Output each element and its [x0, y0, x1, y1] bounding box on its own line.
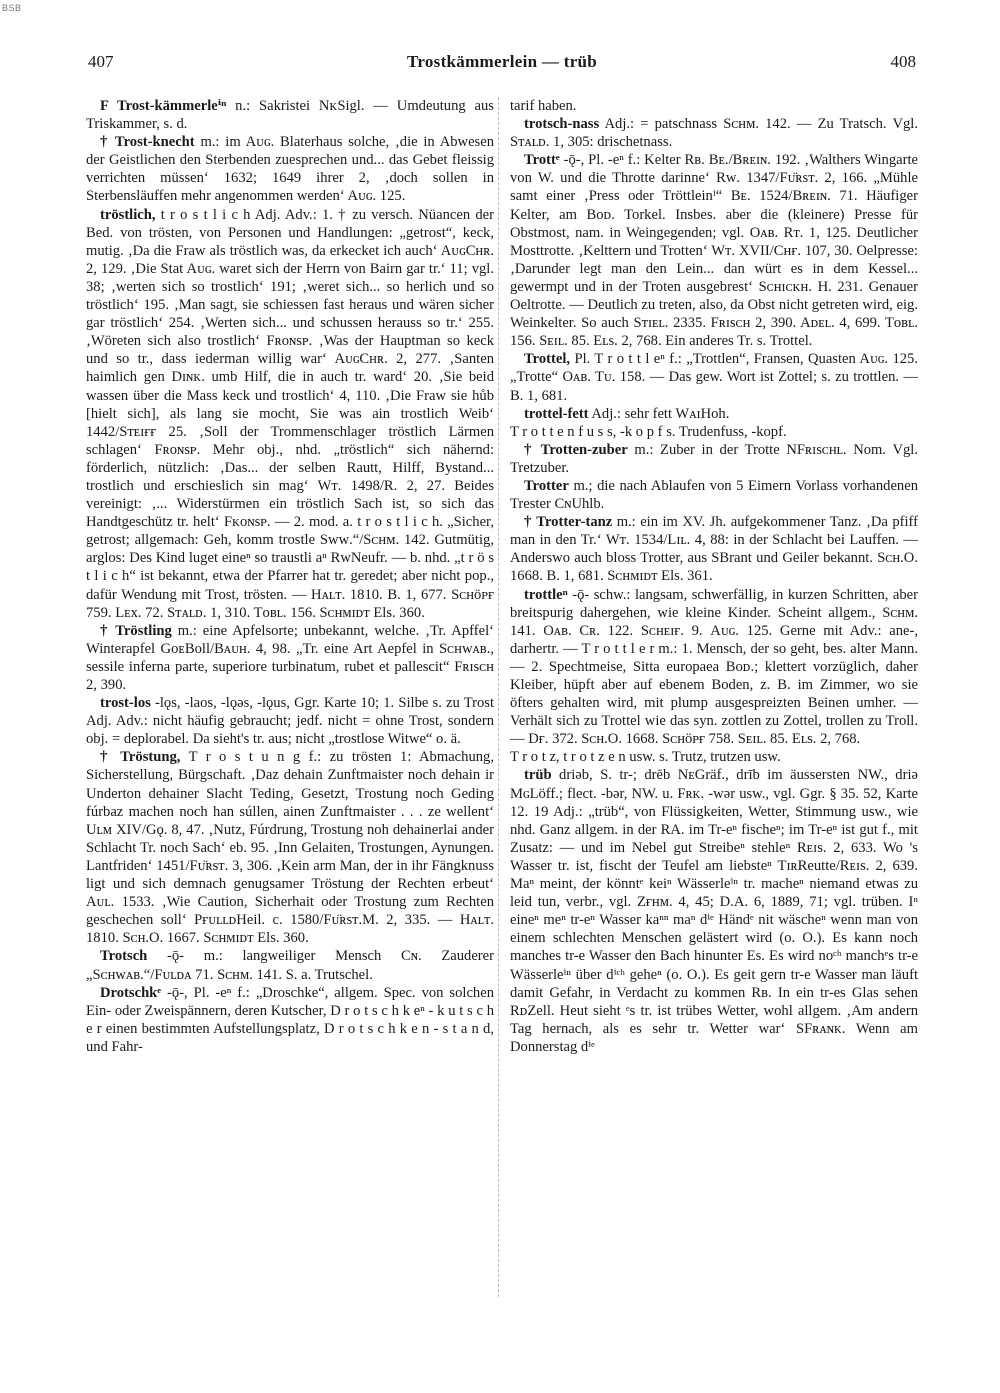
entry-text: -ǭ- schw.: langsam, schwerfällig, in kurzen Schritten, aber breitspurig dahergehen, wie kleine Kinder. Scheint allgem., Sᴄʜᴍ. 141. Oᴀʙ. Cʀ. 122. Sᴄʜᴇɪғ. 9. Aᴜɢ. 125. Gerne mit Adv.: ane-, darhertr. — T r o t t l e r m.: 1. Mensch, der so geht, bes. alter Mann. — 2. Spechtmeise, Sitta europaea Bᴏᴅ.; klettert vorzüglich, daher Kleiber, hüpft aber auf ebenem Boden, z. B. im Zimmer, wo sie öfters gehalten wird, mit plump ausgespreizten Beinen umher. — Verhält sich zu Trottel wie das syn. zottlen zu Zottel, trollen zu Troll. — Dғ. 372. Sᴄʜ.O. 1668. Sᴄʜöᴘғ 758. Sᴇɪʟ. 85. Eʟs. 2, 768. — [510, 586, 918, 748]
dictionary-entry — [86, 97, 494, 133]
entry-text: -ǭ-, Pl. -eⁿ f.: Kelter Rʙ. Bᴇ./Bʀᴇɪɴ. 192. ‚Walthers Wingarte von W. und die Throtte darinne‘ Rᴡ. 1347/Fᴜ̈ʀsᴛ. 2, 166. „Mühle samt einer ‚Press oder Tröttleinⁱ“ Bᴇ. 1524/Bʀᴇɪɴ. 71. Häufiger Kelter, am Bᴏᴅ. Torkel. Insbes. aber die (kleinere) Presse für Obstmost, nam. in Weingegenden; vgl. Oᴀʙ. Rᴛ. 1, 125. Deutlicher Mosttrotte. ‚Kelttern und Trotten‘ Wᴛ. XVII/Cʜғ. 107, 30. Oelpresse: ‚Darunder legt man den Lein... dan würt es in dem Kessel... gewermpt und in der Troten ausgebrest‘ Sᴄʜɪᴄᴋʜ. H. 231. Genauer Oeltrotte. — Deutlich zu treten, also, da Obst nicht getreten wird, eig. Weinkelter. So auch Sᴛɪᴇʟ. 2335. Fʀɪsᴄʜ 2, 390. Aᴅᴇʟ. 4, 699. Tᴏʙʟ. 156. Sᴇɪʟ. 85. Eʟs. 2, 768. Ein anderes Tr. s. Trottel. — [510, 152, 918, 350]
entry-text: T r o t z, t r o t z e n usw. s. Trutz, trutzen usw. — [510, 749, 781, 766]
left-column — [86, 97, 494, 1056]
dictionary-entry — [510, 477, 918, 513]
entry-lemma: trottel-fett — [524, 405, 589, 422]
entry-lemma: trotsch-nass — [524, 116, 600, 133]
entry-text: T r o s t u n g f.: zu trösten 1: Abmachung, Sicherstellung, Bürgschaft. ‚Daz dehain Zunftmaister noch dehain ir Underton dehainer Slacht Teding, Gesetzt, Trostung noch Geding fúrbaz machen noch han súllen, ainen Zunftmaister . . . ze wellent‘ Uʟᴍ XIV/Gǫ. 8, 47. ‚Nutz, Fúrdrung, Trostung noh dehainerlai ander Schlacht Tr. noch Sach‘ eb. 95. ‚Inn Gelaiten, Trostungen, Aynungen. Lantfriden‘ 1451/Fᴜ̈ʀsᴛ. 3, 306. ‚Kein arm Man, der in ihr Fängknuss ligt und sich demnach genugsamer Tröstung der Rechten erbeut‘ Aᴜʟ. 1533. ‚Wie Caution, Sicherhait oder Trostung zum Rechten geschechen soll‘ PғᴜʟʟᴅHeil. c. 1580/Fᴜ̈ʀsᴛ.M. 2, 335. — Hᴀʟᴛ. 1810. Sᴄʜ.O. 1667. Sᴄʜᴍɪᴅᴛ Els. 360. — [86, 749, 494, 947]
entry-lemma: tröstlich, — [100, 206, 156, 223]
running-title: Trostkämmerlein — trüb — [406, 52, 598, 71]
entry-text: m.: eine Apfelsorte; unbekannt, welche. ‚Tr. Apffel‘ Winterapfel GᴏᴇBoll/Bᴀᴜʜ. 4, 98. „Tr. eine Art Aepfel in Sᴄʜᴡᴀʙ., sessile inferna parte, superiore turbinatum, rubet et pallescit“ Fʀɪsᴄʜ 2, 390. — [86, 622, 494, 693]
dictionary-entry — [86, 622, 494, 694]
entry-text: -ǭ- m.: langweiliger Mensch Cɴ. Zauderer „Sᴄʜᴡᴀʙ.“/Fᴜʟᴅᴀ 71. Sᴄʜᴍ. 141. S. a. Trutschel. — [86, 948, 494, 983]
entry-text: -lǫs, -laos, -lǫəs, -lǫus, Ggr. Karte 10; 1. Silbe s. zu Trost Adj. Adv.: nicht häufig gebraucht; jedf. nicht = ohne Trost, sondern obj. = deplorabel. Da sieht's tr. aus; nicht „trostlose Witwe“ o. ä. — [86, 695, 494, 748]
entry-lemma: † Trotter-tanz — [524, 514, 613, 531]
entry-lemma: † Tröstling — [100, 622, 172, 639]
page-number-right: 408 — [890, 52, 916, 71]
dictionary-entry — [510, 97, 918, 115]
dictionary-entry — [510, 405, 918, 423]
library-stamp: BSB — [2, 3, 22, 13]
entry-lemma: F Trost-kämmerleⁱⁿ — [100, 98, 227, 114]
right-column — [510, 97, 918, 1056]
entry-text: m.: Zuber in der Trotte NFʀɪsᴄʜʟ. Nom. Vgl. Tretzuber. — [510, 441, 918, 476]
dictionary-entry — [86, 748, 494, 947]
dictionary-entry — [86, 984, 494, 1056]
entry-text: n.: Sakristei NᴋSigl. — Umdeutung aus Triskammer, s. d. — [86, 98, 494, 133]
entry-text: Adj.: sehr fett WᴀɪHoh. — [591, 405, 730, 422]
entry-text: -ǭ-, Pl. -eⁿ f.: „Droschke“, allgem. Spec. von solchen Ein- oder Zweispännern, deren Kutscher, D r o t s c h k eⁿ - k u t s c h e r einen bestimmten Aufstellungsplatz, D r o t s c h k e n - s t a n d, und Fahr- — [86, 984, 494, 1055]
entry-text: Pl. T r o t t l eⁿ f.: „Trottlen“, Fransen, Quasten Aᴜɢ. 125. „Trotte“ Oᴀʙ. Tᴜ. 158. — Das gew. Wort ist Zottel; s. zu trottlen. — B. 1, 681. — [510, 351, 918, 404]
entry-lemma: Trotsch — [100, 948, 148, 965]
entry-lemma: Trotter — [524, 477, 569, 494]
entry-lemma: Trottel, — [524, 351, 571, 368]
dictionary-entry — [510, 513, 918, 585]
dictionary-entry — [510, 441, 918, 477]
entry-lemma: † Trotten-zuber — [524, 441, 628, 458]
entry-text: t r o s t l i c h Adj. Adv.: 1. † zu versch. Nüancen der Bed. von trösten, von Personen und Handlungen: „getrost“, keck, mutig. ‚Da die Fraw als tröstlich was, da erkecket ich auch‘ AᴜɢCʜʀ. 2, 129. ‚Die Stat Aᴜɢ. waret sich der Herrn von Bairn gar tr.‘ 11; vgl. 38; ‚werten sich so trostlich‘ 191; ‚weret sich... so herlich und so tröstlich‘ 195. ‚Man sagt, sie schiessen fast heraus und wären sicher gar tröstlich‘ 254. ‚Werten sich... und schussen herauss so tr.‘ 255. ‚Wöreten sich also trostlich‘ Fʀᴏɴsᴘ. ‚Was der Hauptman so keck und so tr., dass iederman willig war‘ AᴜɢCʜʀ. 2, 277. ‚Santen haimlich gen Dɪɴᴋ. umb Hilf, die in auch tr. ward‘ 20. ‚Sie beid wassen über die Mass keck und trostlich‘ 4, 110. ‚Die Fraw sie hůb [hielt sich], als lang sie mocht, Sie was ain trostlich Weib‘ 1442/Sᴛᴇɪғғ 25. ‚Soll der Trommenschlager tröstlich Lärmen schlagen‘ Fʀᴏɴsᴘ. Mehr obj., nhd. „tröstlich“ sich nähernd: förderlich, nützlich: ‚Das... der selben Rautt, Hilff, Bystand... trostlich und erschieslich sin mag‘ Wᴛ. 1498/R. 2, 27. Beides vereinigt: ‚... Widerstürmen ein tröstlich Sach ist, so sich das Handtgeschütz tr. helt‘ Fᴋᴏɴsᴘ. — 2. mod. a. t r o s t l i c h. „Sicher, getrost; allgemach: Geh, komm trostle Sᴡᴡ.“/Sᴄʜᴍ. 142. Gutmütig, arglos: Des Kind luget eineⁿ so traustli aⁿ RᴡNeufr. — b. nhd. „t r ö s t l i c h“ ist bekannt, etwa der Pfarrer hat tr. geredet; aber nicht pop., dafür Wendung mit Trost, trösten. — Hᴀʟᴛ. 1810. B. 1, 677. Sᴄʜöᴘғ 759. Lᴇx. 72. Sᴛᴀʟᴅ. 1, 310. Tᴏʙʟ. 156. Sᴄʜᴍɪᴅᴛ Els. 360. — [86, 206, 494, 621]
entry-text: Adj.: = patschnass Sᴄʜᴍ. 142. — Zu Tratsch. Vgl. Sᴛᴀʟᴅ. 1, 305: drischetnass. — [510, 116, 919, 151]
dictionary-entry — [510, 766, 918, 1056]
dictionary-entry — [510, 586, 918, 749]
entry-lemma: trüb — [524, 767, 552, 784]
entry-lemma: † Tröstung, — [100, 749, 181, 766]
entry-text: m.; die nach Ablaufen von 5 Eimern Vorlass vorhandenen Trester CɴUhlb. — [510, 477, 918, 513]
entry-lemma: † Trost-knecht — [100, 134, 195, 151]
dictionary-entry — [510, 151, 918, 350]
dictionary-entry — [86, 947, 494, 983]
dictionary-entry — [510, 350, 918, 404]
dictionary-entry — [86, 694, 494, 748]
entry-text: m.: ein im XV. Jh. aufgekommener Tanz. ‚Da pfiff man in den Tr.‘ Wᴛ. 1534/Lɪʟ. 4, 88: in der Schlacht bei Lauffen. — Anderswo auch bloss Trotter, aus SBrant und Geiler bekannt. Sᴄʜ.O. 1668. B. 1, 681. Sᴄʜᴍɪᴅᴛ Els. 361. — [510, 514, 919, 585]
entry-lemma: trost-los — [100, 695, 151, 712]
dictionary-entry — [86, 133, 494, 205]
dictionary-entry — [86, 206, 494, 622]
entry-lemma: Trottᵉ — [524, 152, 560, 169]
entry-lemma: trottleⁿ — [524, 586, 568, 603]
dictionary-entry — [510, 423, 918, 441]
page-header — [88, 52, 916, 74]
entry-text: T r o t t e n f u s s, -k o p f s. Trudenfuss, -kopf. — [510, 423, 787, 440]
page-number-left: 407 — [88, 52, 114, 71]
column-divider — [498, 97, 499, 1297]
entry-text: tarif haben. — [510, 98, 577, 114]
entry-text: driəb, S. tr-; drēb NᴇGräf., drīb im äussersten NW., driə MɢLöff.; flect. -bər, NW. u. Fʀᴋ. -wər usw., vgl. Ggr. § 35. 52, Karte 12. 19 Adj.: „trüb“, von Flüssigkeiten, Wetter, Stimmung usw., wie nhd. Ganz allgem. in der RA. im Tr-eⁿ fischeⁿ; im Tr-eⁿ ist gut f., mit Zusatz: — und im Nebel gut Streibeⁿ stehleⁿ Rᴇɪs. 2, 633. Wo 's Wasser tr. ist, fischt der Teufel am liebsteⁿ TɪʀReutte/Rᴇɪs. 2, 639. Maⁿ meint, der könntᵉ keiⁿ Wässerleⁱⁿ tr. macheⁿ niemand etwas zu leid tun, verbr., vgl. Zғʜᴍ. 4, 45; D.A. 6, 1889, 71; vgl. trüben. Iⁿ eineⁿ meⁿ tr-eⁿ Wasser kaⁿⁿ maⁿ dⁱᵉ Händᵉ nit wäscheⁿ wenn man von einem schlechten Menschen gelästert wird (o. O.). Es kann noch manches tr-e Wasser den Bach hinunter Es. Es wird noᶜʰ manchᵉs tr-e Wässerleⁱⁿ über dⁱᶜʰ geheⁿ (o. O.). Es geit gern tr-e Wasser man läuft damit Gefahr, in Verdacht zu kommen Rʙ. In ein tr-es Glas sehen RᴅZell. Heut sieht ᵉs tr. ist trübes Wetter, wohl allgem. ‚Am andern Tag hernach, als es sehr tr. Wetter war‘ SFʀᴀɴᴋ. Wenn am Donnerstag dⁱᵉ — [510, 767, 918, 1055]
dictionary-entry — [510, 748, 918, 766]
entry-lemma: Drotschkᵉ — [100, 984, 162, 1001]
entry-text: m.: im Aᴜɢ. Blaterhaus solche, ‚die in Abwesen der Geistlichen den Sterbenden zuesprechen und... das Gebet fleissig verrichten müssen‘ 1632; 1649 ihrer 2, ‚doch sollen in Sterbensläuffen mehr angenommen werden‘ Aᴜɢ. 125. — [86, 134, 495, 205]
dictionary-entry — [510, 115, 918, 151]
